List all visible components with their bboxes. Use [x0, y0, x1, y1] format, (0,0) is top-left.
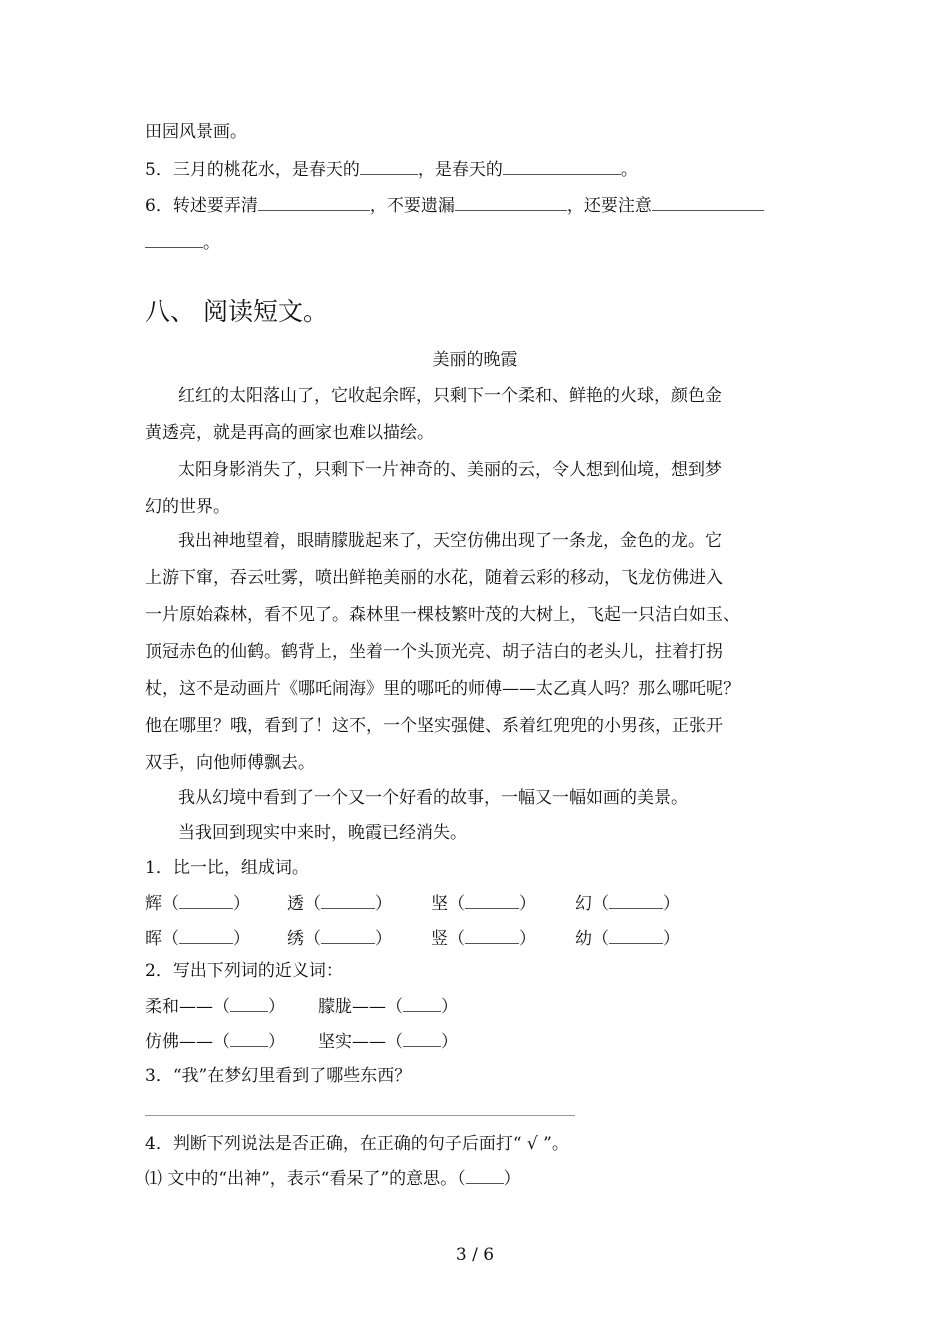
q1-pair [287, 925, 392, 951]
passage-line: 幻的世界。 [145, 497, 230, 517]
q1-open-paren: （ [448, 929, 465, 949]
q1-char: 竖 [431, 929, 448, 949]
passage-line: 我出神地望着，眼睛朦胧起来了，天空仿佛出现了一条龙，金色的龙。它 [178, 531, 722, 551]
q2-word: 朦胧—— [318, 997, 386, 1017]
q1-open-paren: （ [162, 929, 179, 949]
q1-close-paren: ） [663, 929, 680, 949]
question-5 [145, 156, 638, 182]
q2-pair [145, 993, 285, 1019]
q2-word: 仿佛—— [145, 1032, 213, 1052]
q1-char: 辉 [145, 894, 162, 914]
q1-open-paren: （ [162, 894, 179, 914]
q1-pair [575, 925, 680, 951]
q5-blank-1[interactable] [360, 156, 418, 175]
q4-item-1-blank[interactable] [466, 1165, 504, 1184]
q2-blank[interactable] [230, 993, 268, 1012]
q6-text-a: 6．转述要弄清 [145, 196, 258, 216]
q6-blank-1[interactable] [258, 192, 370, 211]
q6-blank-2[interactable] [455, 192, 567, 211]
passage-title: 美丽的晚霞 [432, 350, 518, 370]
q5-blank-2[interactable] [503, 156, 621, 175]
question-4-label: 4．判断下列说法是否正确，在正确的句子后面打“ √ ”。 [145, 1134, 569, 1154]
q5-text-b: ，是春天的 [417, 160, 503, 180]
q1-pair [431, 890, 536, 916]
q4-item-1-close: ） [503, 1169, 521, 1189]
q1-open-paren: （ [304, 894, 321, 914]
passage-line: 一片原始森林，看不见了。森林里一棵枝繁叶茂的大树上，飞起一只洁白如玉、 [145, 605, 740, 625]
q1-close-paren: ） [233, 929, 250, 949]
q6-blank-3-cont[interactable] [145, 229, 203, 248]
passage-line: 当我回到现实中来时，晚霞已经消失。 [178, 823, 467, 843]
answer-line[interactable] [145, 1115, 575, 1116]
q1-char: 绣 [287, 929, 304, 949]
q1-blank[interactable] [609, 890, 663, 909]
passage-line: 红红的太阳落山了，它收起余晖，只剩下一个柔和、鲜艳的火球，颜色金 [178, 386, 722, 406]
q6-text-c: ，还要注意 [566, 196, 652, 216]
q1-close-paren: ） [375, 894, 392, 914]
passage-line: 太阳身影消失了，只剩下一片神奇的、美丽的云，令人想到仙境，想到梦 [178, 460, 722, 480]
q1-open-paren: （ [448, 894, 465, 914]
page-number: 3 / 6 [455, 1245, 495, 1265]
q4-item-1-text: ⑴ 文中的“出神”，表示“看呆了”的意思。（ [145, 1169, 466, 1189]
q1-blank[interactable] [179, 890, 233, 909]
question-3-label: 3．“我”在梦幻里看到了哪些东西？ [145, 1066, 412, 1086]
q1-blank[interactable] [179, 925, 233, 944]
q2-open-paren: （ [386, 1032, 403, 1052]
passage-line: 上游下窜，吞云吐雾，喷出鲜艳美丽的水花，随着云彩的移动，飞龙仿佛进入 [145, 568, 723, 588]
q2-pair [318, 993, 458, 1019]
q1-char: 幻 [575, 894, 592, 914]
section-heading: 八、 阅读短文。 [145, 297, 328, 326]
q2-word: 坚实—— [318, 1032, 386, 1052]
passage-line: 杖，这不是动画片《哪吒闹海》里的哪吒的师傅——太乙真人吗？那么哪吒呢？ [145, 679, 740, 699]
q1-blank[interactable] [321, 890, 375, 909]
q6-blank-3[interactable] [652, 192, 764, 211]
q1-pair [575, 890, 680, 916]
q5-text-c: 。 [620, 160, 638, 180]
q1-close-paren: ） [375, 929, 392, 949]
passage-line: 顶冠赤色的仙鹤。鹤背上，坐着一个头顶光亮、胡子洁白的老头儿，拄着打拐 [145, 642, 723, 662]
q2-word: 柔和—— [145, 997, 213, 1017]
q1-close-paren: ） [663, 894, 680, 914]
q2-pair [145, 1028, 285, 1054]
q1-open-paren: （ [592, 929, 609, 949]
q4-item-1 [145, 1165, 521, 1191]
q2-close-paren: ） [441, 1032, 458, 1052]
q1-close-paren: ） [519, 929, 536, 949]
passage-line: 他在哪里？哦，看到了！这不，一个坚实强健、系着红兜兜的小男孩，正张开 [145, 716, 723, 736]
q1-blank[interactable] [465, 925, 519, 944]
text-line: 田园风景画。 [145, 122, 247, 142]
q1-open-paren: （ [592, 894, 609, 914]
q1-blank[interactable] [465, 890, 519, 909]
q1-pair [287, 890, 392, 916]
q1-close-paren: ） [519, 894, 536, 914]
q2-open-paren: （ [213, 1032, 230, 1052]
question-1-label: 1．比一比，组成词。 [145, 858, 309, 878]
q2-open-paren: （ [386, 997, 403, 1017]
q1-char: 坚 [431, 894, 448, 914]
q2-close-paren: ） [441, 997, 458, 1017]
q1-pair [145, 925, 250, 951]
q1-char: 晖 [145, 929, 162, 949]
q1-char: 透 [287, 894, 304, 914]
q5-text-a: 5．三月的桃花水，是春天的 [145, 160, 360, 180]
question-6-cont [145, 229, 220, 255]
passage-line: 双手，向他师傅飘去。 [145, 753, 315, 773]
q1-open-paren: （ [304, 929, 321, 949]
q2-open-paren: （ [213, 997, 230, 1017]
q2-blank[interactable] [403, 993, 441, 1012]
passage-line: 黄透亮，就是再高的画家也难以描绘。 [145, 423, 434, 443]
question-2-label: 2．写出下列词的近义词： [145, 961, 343, 981]
q1-pair [145, 890, 250, 916]
q1-blank[interactable] [609, 925, 663, 944]
q1-blank[interactable] [321, 925, 375, 944]
q2-blank[interactable] [403, 1028, 441, 1047]
q2-close-paren: ） [268, 997, 285, 1017]
q1-pair [431, 925, 536, 951]
q6-text-d: 。 [203, 233, 220, 253]
q2-close-paren: ） [268, 1032, 285, 1052]
question-6 [145, 192, 764, 218]
q1-char: 幼 [575, 929, 592, 949]
passage-line: 我从幻境中看到了一个又一个好看的故事，一幅又一幅如画的美景。 [178, 788, 688, 808]
q1-close-paren: ） [233, 894, 250, 914]
q2-pair [318, 1028, 458, 1054]
q2-blank[interactable] [230, 1028, 268, 1047]
q6-text-b: ，不要遗漏 [369, 196, 455, 216]
